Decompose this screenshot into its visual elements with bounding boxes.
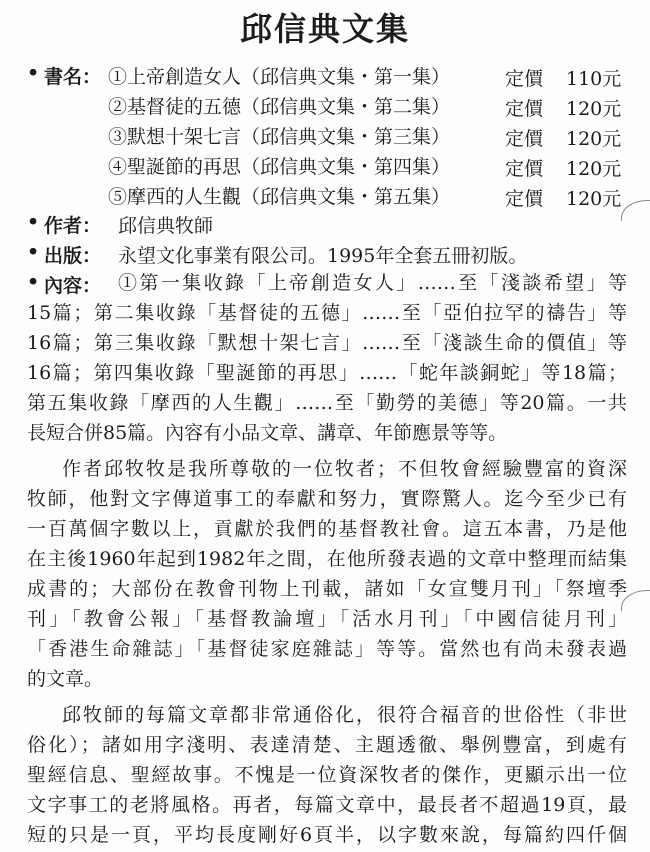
bullet: •	[27, 271, 40, 293]
book-price: 120元	[566, 128, 622, 150]
publisher-label: 出版：	[44, 245, 102, 267]
contents-line: 15篇；第二集收錄「基督徒的五德」……至「亞伯拉罕的禱告」等	[27, 302, 627, 324]
page-curl-mark	[621, 200, 650, 221]
body-text-line: 作者邱牧牧是我所尊敬的一位牧者；不但牧會經驗豐富的資深	[62, 458, 627, 480]
author-label: 作者：	[44, 215, 102, 237]
body-text-line: 成書的；大部份在教會刊物上刊載，諸如「女宣雙月刊」「祭壇季	[27, 578, 627, 600]
book-title: ③默想十架七言（邱信典文集・第三集）	[108, 126, 451, 148]
body-text-line: 在主後1960年起到1982年之間，在他所發表過的文章中整理而結集	[27, 548, 627, 570]
body-text-line: 一百萬個字數以上，貢獻於我們的基督教社會。這五本書，乃是他	[27, 518, 627, 540]
book-price: 120元	[566, 188, 622, 210]
body-text-line: 邱牧師的每篇文章都非常通俗化，很符合福音的世俗性（非世	[62, 704, 627, 726]
book-price: 110元	[566, 68, 622, 90]
body-text-line: 的文章。	[27, 668, 104, 690]
price-label: 定價	[505, 158, 544, 180]
price-label: 定價	[505, 188, 544, 210]
price-label: 定價	[505, 68, 544, 90]
book-title: ①上帝創造女人（邱信典文集・第一集）	[108, 66, 451, 88]
book-title: ④聖誕節的再思（邱信典文集・第四集）	[108, 156, 451, 178]
book-price: 120元	[566, 158, 622, 180]
contents-line: 第五集收錄「摩西的人生觀」……至「勤勞的美德」等20篇。一共	[27, 392, 627, 414]
contents-line: 16篇；第三集收錄「默想十架七言」……至「淺談生命的價值」等	[27, 332, 627, 354]
contents-line: 長短合併85篇。內容有小品文章、講章、年節應景等等。	[27, 422, 508, 444]
body-text-line: 「香港生命雜誌」「基督徒家庭雜誌」等等。當然也有尚未發表過	[27, 638, 627, 660]
page-title: 邱信典文集	[239, 10, 410, 48]
body-text-line: 短的只是一頁，平均長度剛好6頁半，以字數來說，每篇約四仟個	[27, 824, 627, 846]
contents-line: ①第一集收錄「上帝創造女人」……至「淺談希望」等	[118, 272, 627, 294]
author-value: 邱信典牧師	[118, 215, 214, 237]
bullet: •	[27, 62, 40, 84]
book-price: 120元	[566, 98, 622, 120]
book-title: ⑤摩西的人生觀（邱信典文集・第五集）	[108, 186, 451, 208]
body-text-line: 聖經信息、聖經故事。不愧是一位資深牧者的傑作，更顯示出一位	[27, 764, 627, 786]
contents-label: 內容：	[44, 275, 102, 297]
bullet: •	[27, 211, 40, 233]
publisher-value: 永望文化事業有限公司。1995年全套五冊初版。	[118, 245, 528, 267]
price-label: 定價	[505, 98, 544, 120]
body-text-line: 文字事工的老將風格。再者，每篇文章中，最長者不超過19頁，最	[27, 794, 627, 816]
body-text-line: 俗化）；諸如用字淺明、表達清楚、主題透徹、舉例豐富，到處有	[27, 734, 627, 756]
contents-line: 16篇；第四集收錄「聖誕節的再思」……「蛇年談銅蛇」等18篇；	[27, 362, 627, 384]
price-label: 定價	[505, 128, 544, 150]
body-text-line: 牧師，他對文字傳道事工的奉獻和努力，實際驚人。迄今至少已有	[27, 488, 627, 510]
books-label: 書名：	[44, 66, 102, 88]
book-title: ②基督徒的五德（邱信典文集・第二集）	[108, 96, 451, 118]
bullet: •	[27, 241, 40, 263]
body-text-line: 刊」「教會公報」「基督教論壇」「活水月刊」「中國信徒月刊」	[27, 608, 627, 630]
